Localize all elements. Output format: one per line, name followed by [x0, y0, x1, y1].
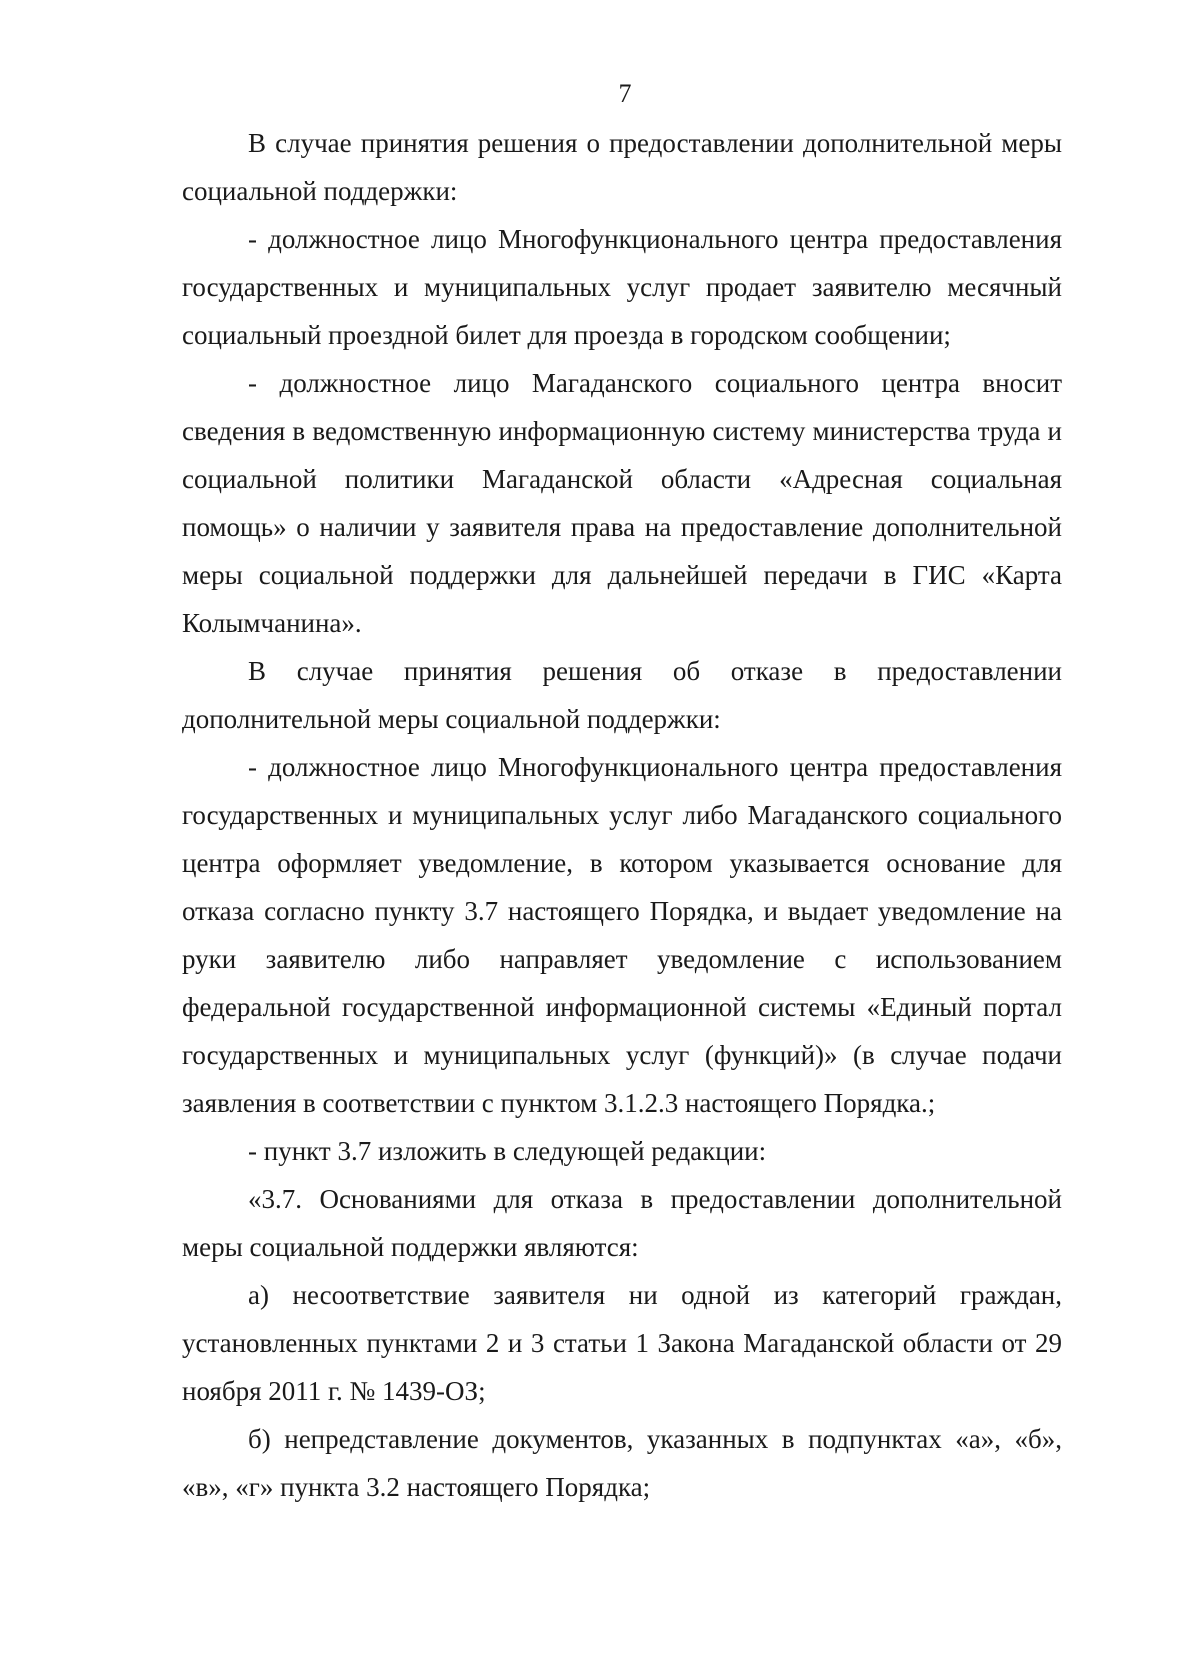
document-body [182, 119, 1062, 1511]
paragraph-decision-granted: В случае принятия решения о предоставлении дополнительной меры социальной поддержки: [182, 128, 1062, 206]
paragraph-decision-refused: В случае принятия решения об отказе в предоставлении дополнительной меры социальной поддержки: [182, 656, 1062, 734]
paragraph-amend-3-7: - пункт 3.7 изложить в следующей редакции: [248, 1136, 767, 1166]
paragraph-ground-a: а) несоответствие заявителя ни одной из категорий граждан, установленных пунктами 2 и 3 статьи 1 Закона Магаданской области от 29 ноября 2011 г. № 1439-ОЗ; [182, 1280, 1062, 1406]
paragraph-ground-b: б) непредставление документов, указанных в подпунктах «а», «б», «в», «г» пункта 3.2 настоящего Порядка; [182, 1424, 1062, 1502]
page-number: 7 [618, 79, 632, 108]
paragraph-refusal-notice: - должностное лицо Многофункционального центра предоставления государственных и муниципальных услуг либо Магаданского социального центра оформляет уведомление, в котором указывается основание для отказа согласно пункту 3.7 настоящего Порядка, и выдает уведомление на руки заявителю либо направляет уведомление с использованием федеральной государственной информационной системы «Единый портал государственных и муниципальных услуг (функций)» (в случае подачи заявления в соответствии с пунктом 3.1.2.3 настоящего Порядка.; [182, 752, 1062, 1118]
paragraph-mfc-sells-ticket: - должностное лицо Многофункционального центра предоставления государственных и муниципальных услуг продает заявителю месячный социальный проездной билет для проезда в городском сообщении; [182, 224, 1062, 350]
paragraph-social-center-records: - должностное лицо Магаданского социального центра вносит сведения в ведомственную информационную систему министерства труда и социальной политики Магаданской области «Адресная социальная помощь» о наличии у заявителя права на предоставление дополнительной меры социальной поддержки для дальнейшей передачи в ГИС «Карта Колымчанина». [182, 368, 1062, 638]
paragraph-3-7-grounds: «3.7. Основаниями для отказа в предоставлении дополнительной меры социальной поддержки являются: [182, 1184, 1062, 1262]
